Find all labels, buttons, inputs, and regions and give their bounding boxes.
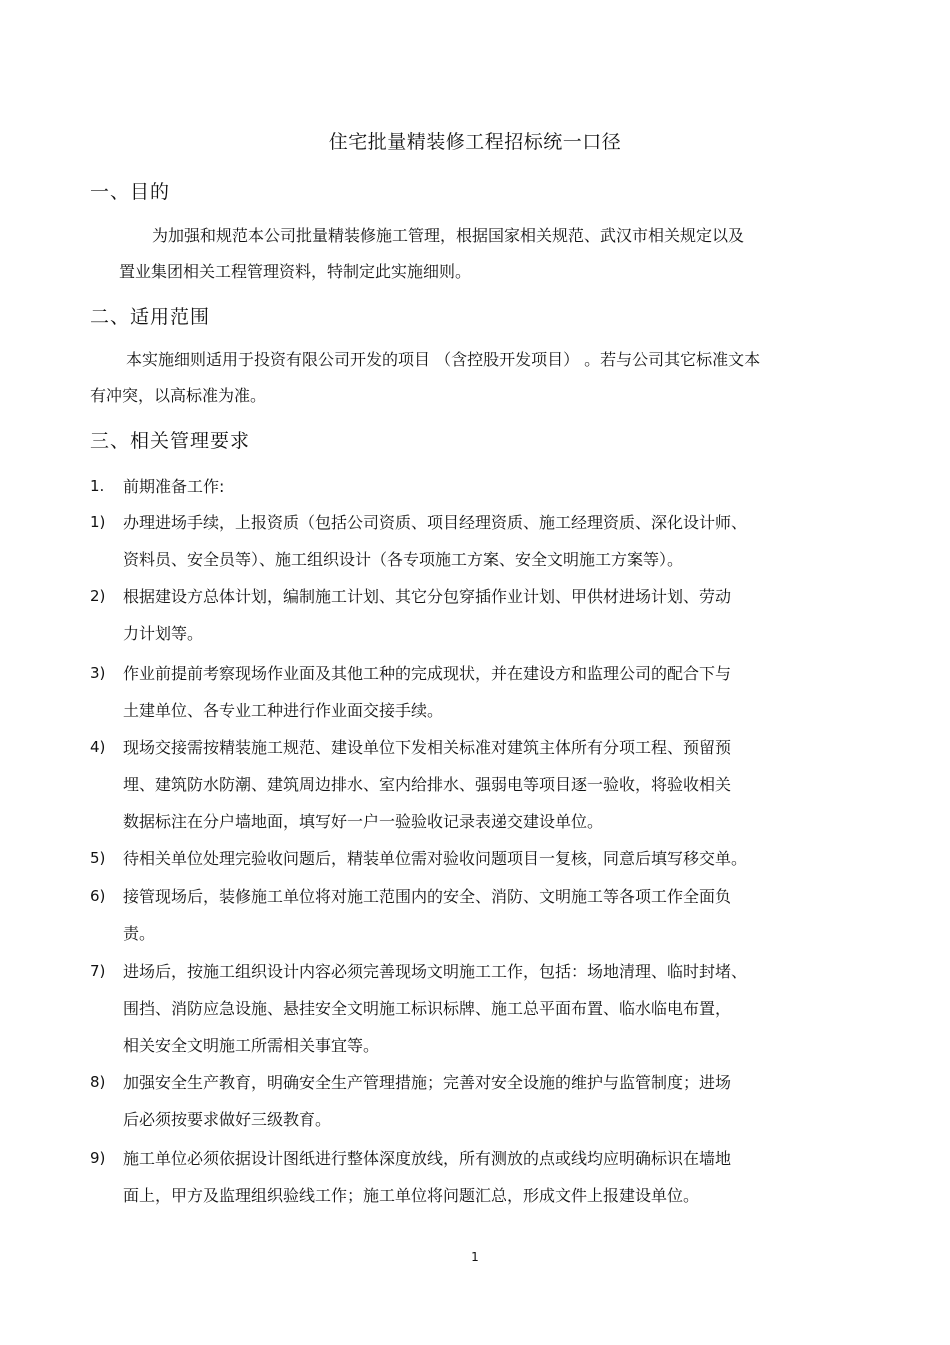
item-text [123, 1064, 863, 1138]
item-line: 施工单位必须依据设计图纸进行整体深度放线，所有测放的点或线均应明确标识在墙地 [123, 1149, 732, 1168]
item-line: 加强安全生产教育，明确安全生产管理措施；完善对安全设施的维护与监管制度；进场 [123, 1073, 732, 1092]
section-heading-requirements: 三、相关管理要求 [90, 430, 251, 452]
section-paragraph-purpose [90, 218, 860, 290]
item-line: 作业前提前考察现场作业面及其他工种的完成现状，并在建设方和监理公司的配合下与 [123, 664, 732, 683]
section-heading-purpose: 一、目的 [90, 181, 171, 203]
item-line: 土建单位、各专业工种进行作业面交接手续。 [123, 701, 444, 720]
item-line: 力计划等。 [123, 624, 204, 643]
item-line: 现场交接需按精装施工规范、建设单位下发相关标准对建筑主体所有分项工程、预留预 [123, 738, 732, 757]
item-text [123, 578, 863, 652]
item-line: 办理进场手续，上报资质（包括公司资质、项目经理资质、施工经理资质、深化设计师、 [123, 513, 748, 532]
item-text [123, 468, 863, 505]
paragraph-line: 为加强和规范本公司批量精装修施工管理，根据国家相关规范、武汉市相关规定以及 [152, 226, 745, 245]
item-line: 围挡、消防应急设施、悬挂安全文明施工标识标牌、施工总平面布置、临水临电布置， [123, 999, 732, 1018]
item-line: 进场后，按施工组织设计内容必须完善现场文明施工工作，包括：场地清理、临时封堵、 [123, 962, 748, 981]
item-line: 责。 [123, 924, 156, 943]
document-title: 住宅批量精装修工程招标统一口径 [328, 131, 622, 153]
item-number: 3) [90, 664, 106, 682]
item-line: 后必须按要求做好三级教育。 [123, 1110, 332, 1129]
item-number: 1. [90, 477, 105, 495]
item-line: 埋、建筑防水防潮、建筑周边排水、室内给排水、强弱电等项目逐一验收，将验收相关 [123, 775, 732, 794]
item-number: 5) [90, 849, 106, 867]
item-text [123, 840, 863, 877]
item-text [123, 655, 863, 729]
item-text [123, 1140, 863, 1214]
section-paragraph-scope [90, 342, 860, 414]
item-line: 资料员、安全员等）、施工组织设计（各专项施工方案、安全文明施工方案等）。 [123, 550, 684, 569]
item-line: 面上，甲方及监理组织验线工作；施工单位将问题汇总，形成文件上报建设单位。 [123, 1186, 700, 1205]
page-number: 1 [471, 1250, 479, 1264]
paragraph-line: 本实施细则适用于投资有限公司开发的项目 （含控股开发项目） 。若与公司其它标准文本 [126, 350, 761, 369]
item-line: 待相关单位处理完验收问题后，精装单位需对验收问题项目一复核，同意后填写移交单。 [123, 849, 748, 868]
item-number: 4) [90, 738, 106, 756]
item-number: 9) [90, 1149, 106, 1167]
item-text [123, 878, 863, 952]
item-number: 2) [90, 587, 106, 605]
item-line: 前期准备工作: [123, 477, 225, 496]
item-number: 6) [90, 887, 106, 905]
item-line: 数据标注在分户墙地面，填写好一户一验验收记录表递交建设单位。 [123, 812, 604, 831]
item-text [123, 504, 863, 578]
paragraph-line: 置业集团相关工程管理资料，特制定此实施细则。 [119, 262, 472, 281]
item-text [123, 729, 863, 840]
item-line: 相关安全文明施工所需相关事宜等。 [123, 1036, 380, 1055]
item-text [123, 953, 863, 1064]
item-number: 7) [90, 962, 106, 980]
item-number: 8) [90, 1073, 106, 1091]
item-line: 根据建设方总体计划，编制施工计划、其它分包穿插作业计划、甲供材进场计划、劳动 [123, 587, 732, 606]
section-heading-scope: 二、适用范围 [90, 306, 211, 328]
item-line: 接管现场后，装修施工单位将对施工范围内的安全、消防、文明施工等各项工作全面负 [123, 887, 732, 906]
paragraph-line: 有冲突，以高标准为准。 [90, 386, 267, 405]
item-number: 1) [90, 513, 106, 531]
